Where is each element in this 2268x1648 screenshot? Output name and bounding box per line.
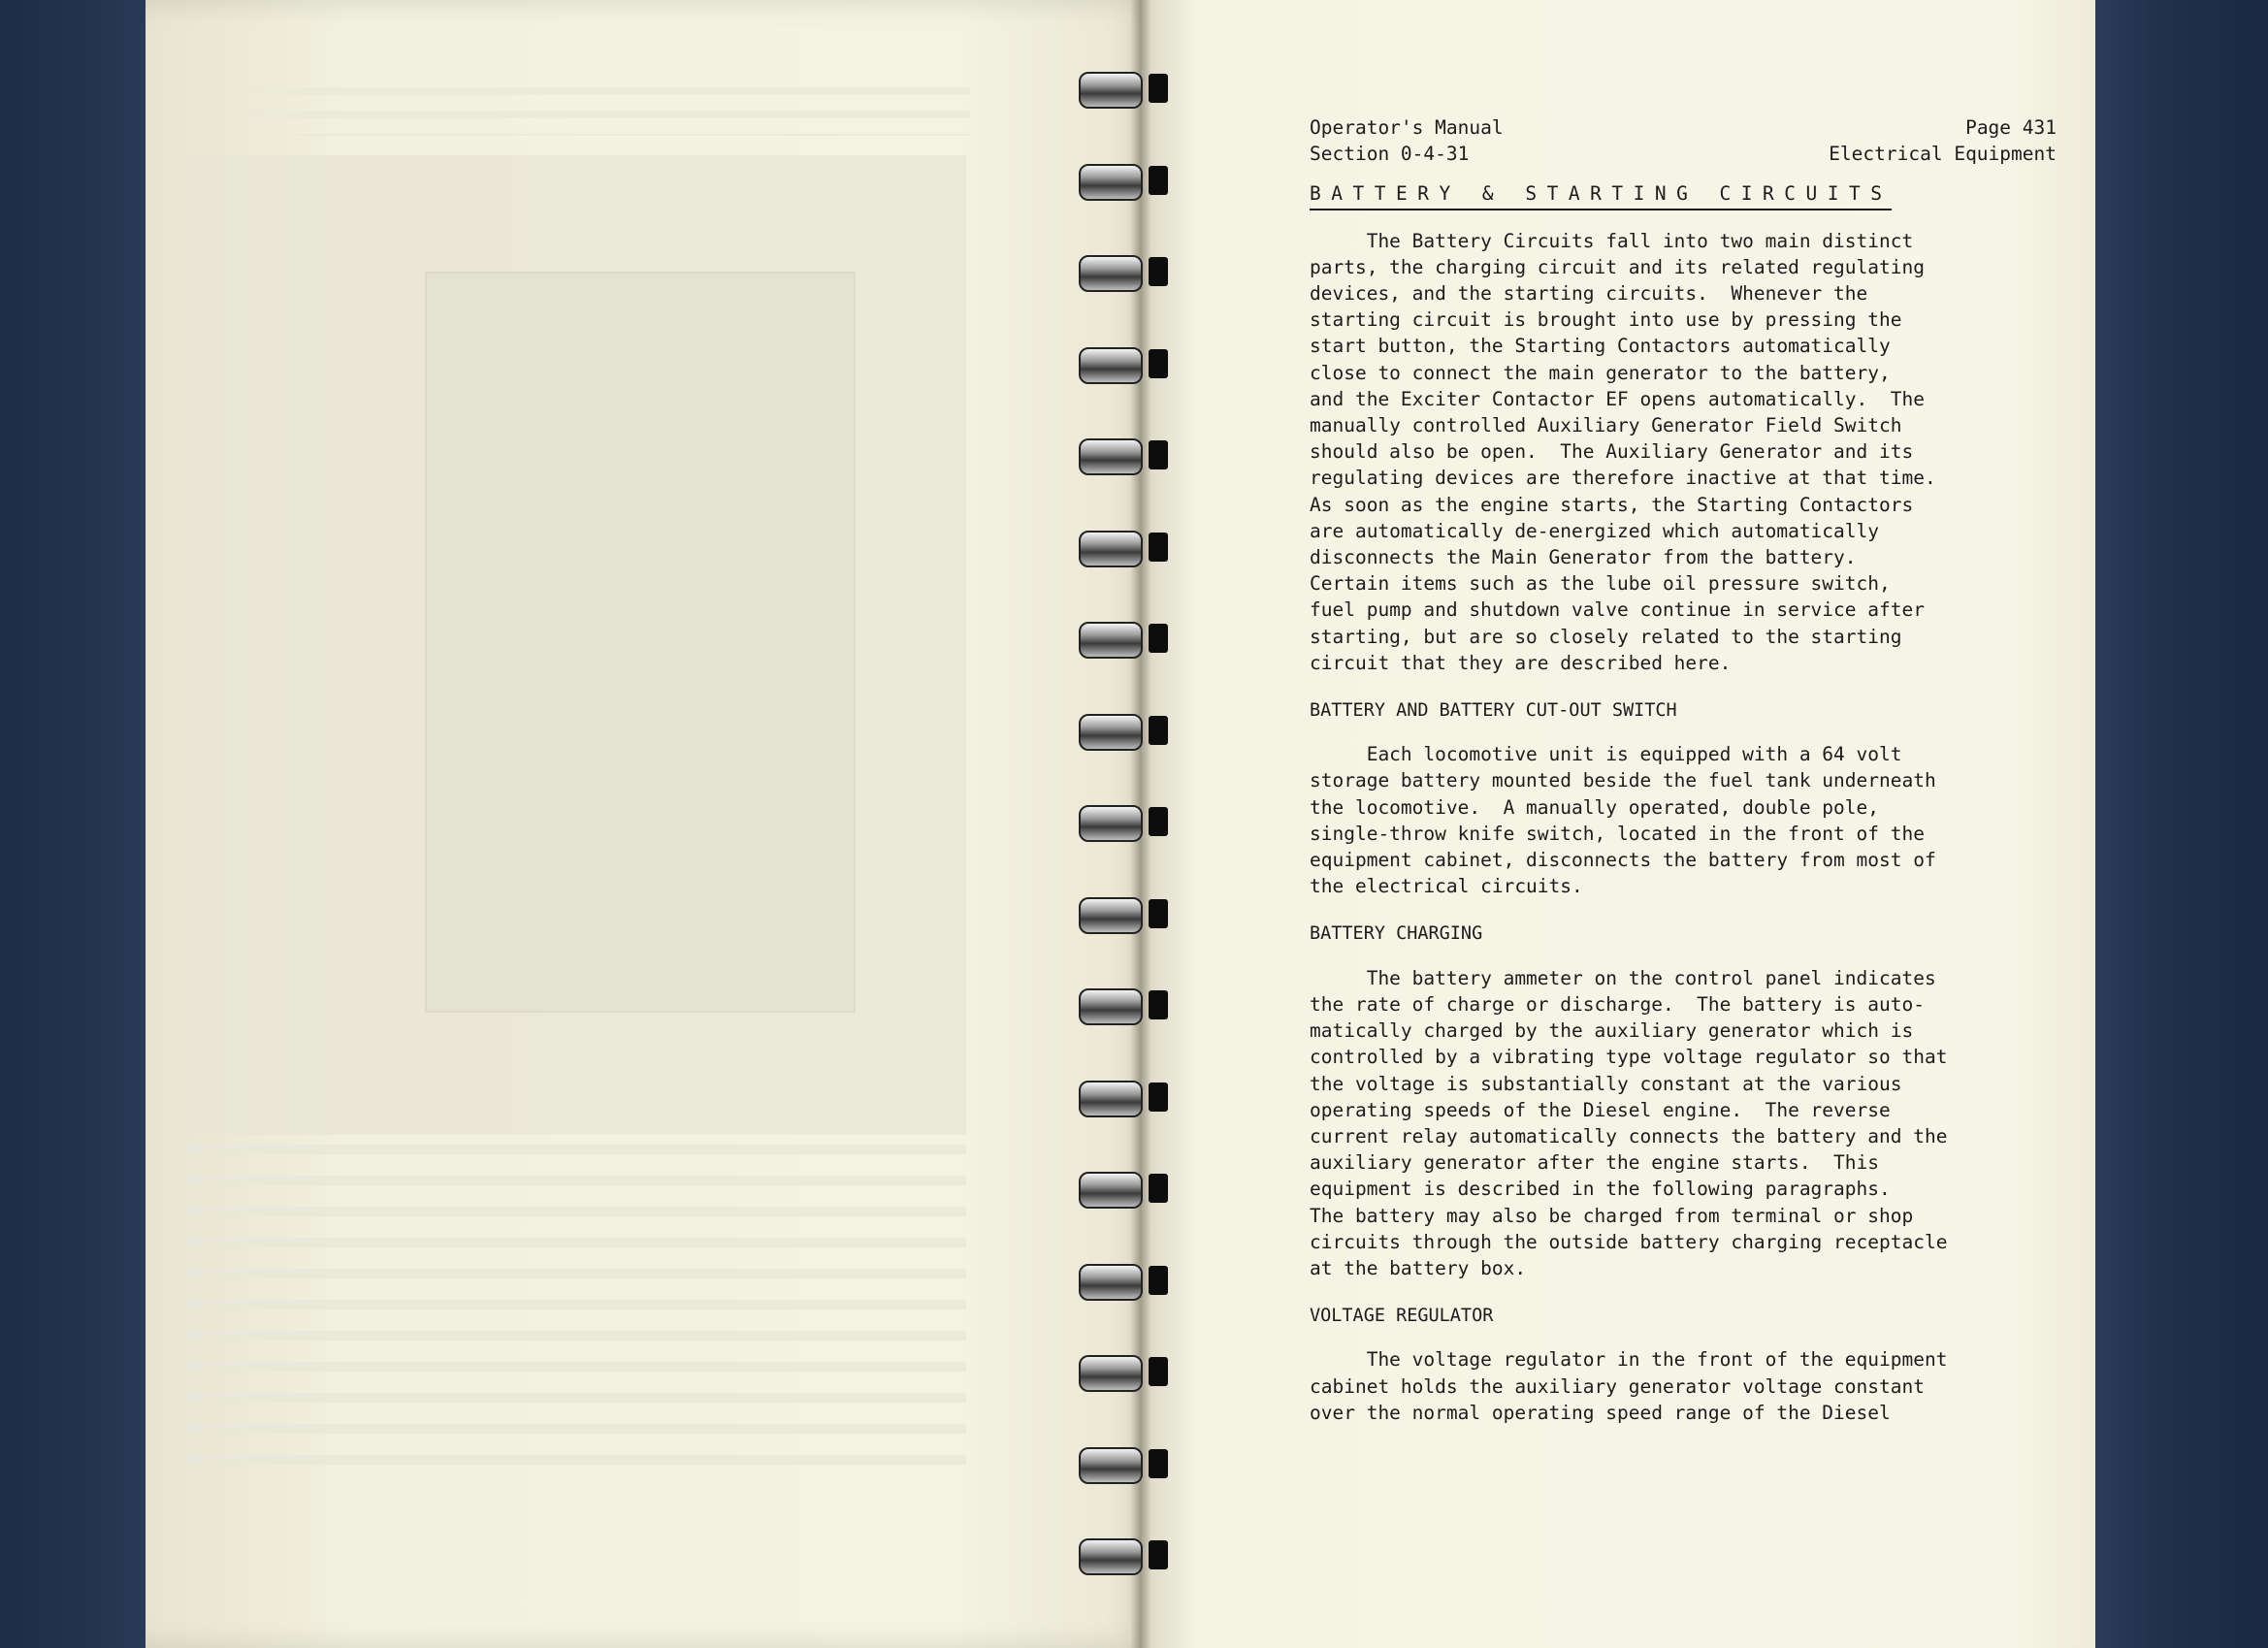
- spiral-coil: [1075, 614, 1182, 662]
- page-number: Page 431: [1965, 116, 2057, 139]
- intro-paragraph: The Battery Circuits fall into two main distinct parts, the charging circuit and its related regulating devices, and the starting circuits. Whenever the starting circuit is brought into use by pressing the start button, the Starting Contactors automatically close to connect the main generator to the battery, and the Exciter Contactor EF opens automatically. The manually controlled Auxiliary Generator Field Switch should also be open. The Auxiliary Generator and its regulating devices are therefore inactive at that time. As soon as the engine starts, the Starting Contactors are automatically de-energized which automatically disconnects the Main Generator from the battery. Certain items such as the lube oil pressure switch, fuel pump and shutdown valve continue in service after starting, but are so closely related to the starting circuit that they are described here.: [1310, 229, 1936, 674]
- battery-cutout-paragraph: Each locomotive unit is equipped with a 64 volt storage battery mounted beside the fuel tank underneath the locomotive. A manually operated, double pole, single-throw knife switch, located in the front of the equipment cabinet, disconnects the battery from most of the electrical circuits.: [1310, 743, 1936, 898]
- spiral-coil: [1075, 1531, 1182, 1579]
- spiral-coil: [1075, 1164, 1182, 1212]
- section-title: BATTERY & STARTING CIRCUITS: [1310, 180, 1892, 210]
- binder-cover-right: [2093, 0, 2268, 1648]
- manual-title: Operator's Manual: [1310, 116, 1504, 139]
- subheading-voltage-regulator: VOLTAGE REGULATOR: [1310, 1306, 1494, 1327]
- spiral-coil: [1075, 797, 1182, 846]
- header-row-1: [1310, 114, 2057, 141]
- left-page-bleedthrough-figure: [425, 272, 856, 1013]
- spiral-coil: [1075, 431, 1182, 479]
- spiral-coil: [1075, 1439, 1182, 1488]
- spiral-coil: [1075, 339, 1182, 388]
- voltage-regulator-paragraph: The voltage regulator in the front of the equipment cabinet holds the auxiliary generator voltage constant over the normal operating speed range of the Diesel: [1310, 1348, 1948, 1424]
- spiral-coil: [1075, 156, 1182, 205]
- spiral-coil: [1075, 706, 1182, 755]
- spiral-coil: [1075, 1073, 1182, 1121]
- binder-cover-left: [0, 0, 155, 1648]
- section-number: Section 0-4-31: [1310, 143, 1470, 166]
- spiral-coil: [1075, 523, 1182, 571]
- spiral-coil: [1075, 889, 1182, 938]
- subheading-battery-charging: BATTERY CHARGING: [1310, 923, 1483, 945]
- chapter-title: Electrical Equipment: [1829, 143, 2057, 166]
- spiral-coil: [1075, 64, 1182, 113]
- spiral-coil: [1075, 1347, 1182, 1396]
- header-row-2: [1310, 141, 2057, 167]
- spiral-coil: [1075, 1256, 1182, 1305]
- spiral-binding: [1075, 0, 1182, 1648]
- spiral-coil: [1075, 981, 1182, 1029]
- document-text: [1310, 114, 2057, 1426]
- battery-charging-paragraph: The battery ammeter on the control panel indicates the rate of charge or discharge. The battery is auto- matically charged by the auxiliary generator which is controlled by a vibrating type voltage regulator so that the voltage is substantially constant at the various operating speeds of the Diesel engine. The reverse current relay automatically connects the battery and the auxiliary generator after the engine starts. This equipment is described in the following paragraphs. The battery may also be charged from terminal or shop circuits through the outside battery charging receptacle at the battery box.: [1310, 966, 1948, 1279]
- subheading-battery-cutout: BATTERY AND BATTERY CUT-OUT SWITCH: [1310, 700, 1677, 722]
- left-page-bleedthrough-header: [252, 87, 970, 136]
- left-page-bleedthrough-caption: [180, 1145, 966, 1465]
- spiral-coil: [1075, 247, 1182, 296]
